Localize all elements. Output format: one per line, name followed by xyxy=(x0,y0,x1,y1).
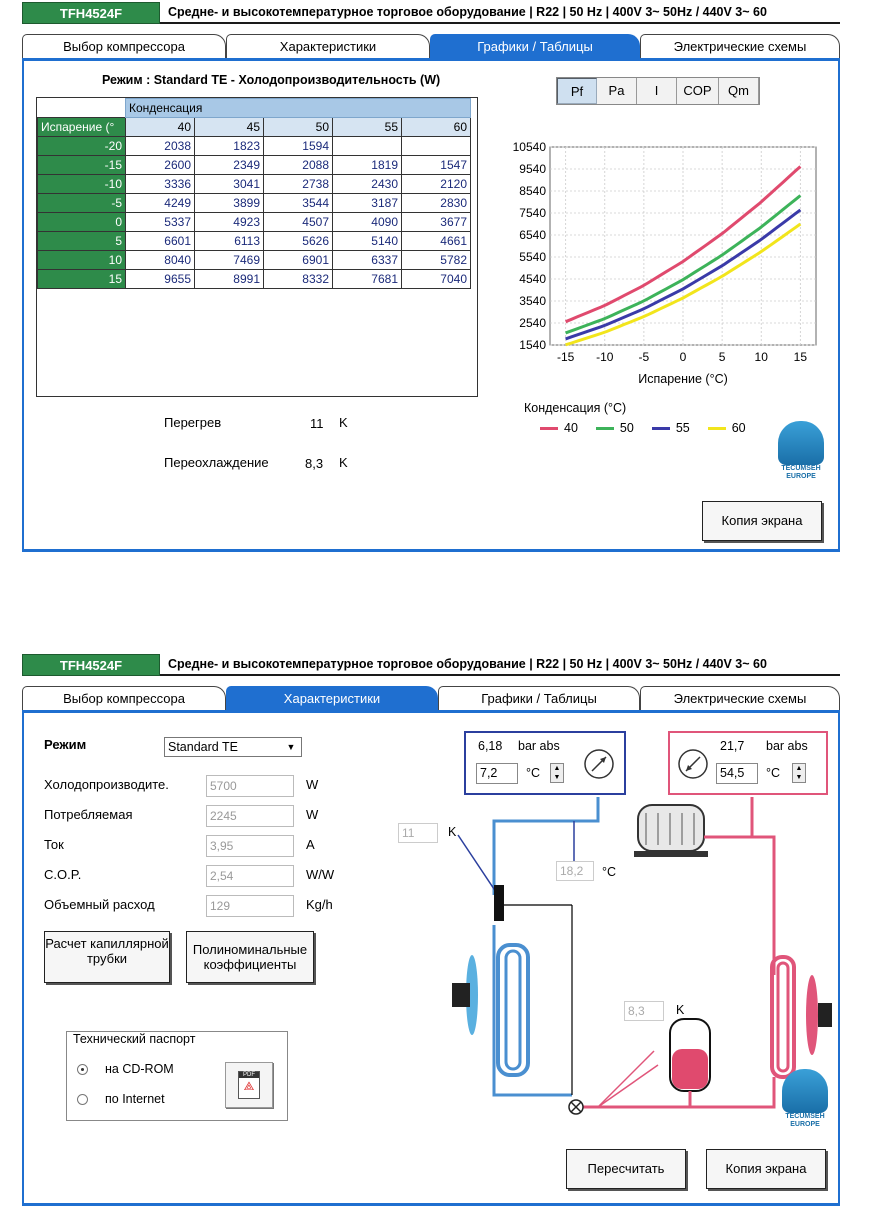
screen-characteristics xyxy=(22,654,840,1208)
tab-characteristics[interactable]: Характеристики xyxy=(226,34,430,58)
capillary-calc-button[interactable]: Расчет капиллярной трубки xyxy=(44,931,170,983)
table-row xyxy=(38,194,471,213)
field-label: Потребляемая xyxy=(44,807,133,822)
evaporation-row-header: -15 xyxy=(38,156,126,175)
table-cell: 7040 xyxy=(402,270,471,289)
legend-item xyxy=(596,421,634,435)
capacity-table xyxy=(36,97,478,397)
table-cell: 2600 xyxy=(126,156,195,175)
mode-select-value: Standard TE xyxy=(168,740,238,754)
table-cell: 8040 xyxy=(126,251,195,270)
evaporation-row-header: -5 xyxy=(38,194,126,213)
evaporation-row-header: 15 xyxy=(38,270,126,289)
characteristics-panel xyxy=(22,710,840,1206)
table-cell: 2830 xyxy=(402,194,471,213)
condenser-inlet-line xyxy=(752,837,774,975)
condensation-column-header: 40 xyxy=(126,118,195,137)
x-tick-label: -10 xyxy=(596,350,614,364)
title-bar xyxy=(22,654,840,676)
pa-button[interactable]: Pa xyxy=(597,78,637,104)
legend-swatch xyxy=(596,427,614,430)
table-cell: 4661 xyxy=(402,232,471,251)
field-unit: W xyxy=(306,777,319,792)
cdrom-label: на CD-ROM xyxy=(105,1062,174,1076)
qm-button[interactable]: Qm xyxy=(719,78,759,104)
table-row xyxy=(38,137,471,156)
table-cell: 3677 xyxy=(402,213,471,232)
field-label: Холодопроизводите. xyxy=(44,777,169,792)
tecumseh-logo xyxy=(778,421,824,481)
table-cell: 5140 xyxy=(333,232,402,251)
table-cell: 1594 xyxy=(264,137,333,156)
subcooling-box: 8,3 xyxy=(624,1001,664,1021)
legend-item xyxy=(540,421,578,435)
polynomial-coeffs-button[interactable]: Полиноминальные коэффициенты xyxy=(186,931,314,983)
y-tick-label: 4540 xyxy=(519,272,546,286)
chart-type-buttons xyxy=(556,77,760,105)
x-tick-label: 15 xyxy=(793,350,808,364)
field-unit: Kg/h xyxy=(306,897,333,912)
table-cell: 3544 xyxy=(264,194,333,213)
tab-characteristics[interactable]: Характеристики xyxy=(226,686,438,710)
y-tick-label: 10540 xyxy=(512,140,546,154)
field-label: Объемный расход xyxy=(44,897,155,912)
copy-screen-button[interactable]: Копия экрана xyxy=(702,501,822,541)
tecumseh-head-icon xyxy=(782,1069,828,1113)
field-value: 3,95 xyxy=(206,835,294,857)
superheat-label: Перегрев xyxy=(164,415,222,430)
suction-line xyxy=(494,797,598,865)
table-row xyxy=(38,251,471,270)
condensing-temp-spinner[interactable]: ▲ ▼ xyxy=(792,763,806,783)
suction-temp-box: 18,2 xyxy=(556,861,594,881)
evaporation-header: Испарение (° xyxy=(38,118,126,137)
logo-text-1: TECUMSEH xyxy=(781,465,821,472)
condenser-fan-icon xyxy=(806,975,818,1055)
app-title: Средне- и высокотемпературное торговое оборудование | R22 | 50 Hz | 400V 3~ 50Hz / 440V 3~ 60 xyxy=(168,657,767,671)
field-label: Ток xyxy=(44,837,64,852)
table-row xyxy=(38,156,471,175)
condensing-temp-unit: °C xyxy=(766,766,781,780)
table-cell: 1823 xyxy=(195,137,264,156)
x-tick-label: -5 xyxy=(638,350,650,364)
subcooling-label: Переохлаждение xyxy=(164,455,269,470)
chart-legend xyxy=(524,401,746,435)
condensing-temp-input[interactable]: 54,5 xyxy=(716,763,758,784)
y-tick-label: 9540 xyxy=(519,162,546,176)
model-badge: TFH4524F xyxy=(22,2,160,24)
internet-label: по Internet xyxy=(105,1092,165,1106)
low-pressure-unit: bar abs xyxy=(518,739,560,753)
table-cell: 5626 xyxy=(264,232,333,251)
table-cell: 6901 xyxy=(264,251,333,270)
y-tick-label: 2540 xyxy=(519,316,546,330)
table-cell: 2349 xyxy=(195,156,264,175)
condensation-header: Конденсация xyxy=(126,99,471,118)
table-cell: 3899 xyxy=(195,194,264,213)
high-pressure-value: 21,7 xyxy=(720,739,745,753)
y-tick-label: 8540 xyxy=(519,184,546,198)
table-cell: 6337 xyxy=(333,251,402,270)
legend-item xyxy=(708,421,746,435)
low-pressure-value: 6,18 xyxy=(478,739,503,753)
tecumseh-head-icon xyxy=(778,421,824,465)
table-cell: 2430 xyxy=(333,175,402,194)
evaporation-row-header: -10 xyxy=(38,175,126,194)
logo-text-2: EUROPE xyxy=(786,473,816,480)
table-row xyxy=(38,232,471,251)
legend-label: 60 xyxy=(731,421,746,435)
internet-radio[interactable] xyxy=(77,1094,88,1105)
logo-text-2: EUROPE xyxy=(790,1121,820,1128)
superheat-box: 11 xyxy=(398,823,438,843)
recalculate-button[interactable]: Пересчитать xyxy=(566,1149,686,1189)
technical-passport-group xyxy=(66,1031,288,1121)
copy-screen-button[interactable]: Копия экрана xyxy=(706,1149,826,1189)
table-cell: 5337 xyxy=(126,213,195,232)
table-cell: 7681 xyxy=(333,270,402,289)
table-cell: 2038 xyxy=(126,137,195,156)
condensation-column-header: 50 xyxy=(264,118,333,137)
high-pressure-gauge-icon xyxy=(676,747,710,781)
field-value: 5700 xyxy=(206,775,294,797)
table-row xyxy=(38,213,471,232)
table-cell: 6601 xyxy=(126,232,195,251)
table-cell: 2088 xyxy=(264,156,333,175)
x-tick-label: 0 xyxy=(679,350,687,364)
discharge-line xyxy=(704,797,752,837)
y-tick-label: 5540 xyxy=(519,250,546,264)
legend-swatch xyxy=(652,427,670,430)
current-button[interactable]: I xyxy=(637,78,677,104)
superheat-value: 11 xyxy=(310,416,324,431)
suction-temp-unit: °C xyxy=(602,865,617,879)
liquid-receiver-icon xyxy=(670,1019,710,1091)
table-row xyxy=(38,175,471,194)
tab-graphs-tables[interactable]: Графики / Таблицы xyxy=(430,34,640,58)
y-tick-label: 6540 xyxy=(519,228,546,242)
cop-button[interactable]: COP xyxy=(677,78,719,104)
compressor-icon xyxy=(634,805,708,857)
model-badge: TFH4524F xyxy=(22,654,160,676)
subcooling-unit: K xyxy=(339,455,348,470)
expansion-bulb-icon xyxy=(494,885,504,921)
superheat-unit: K xyxy=(339,415,348,430)
table-cell xyxy=(402,137,471,156)
low-pressure-panel xyxy=(464,731,626,795)
tab-electrical-diagrams[interactable]: Электрические схемы xyxy=(640,34,840,58)
liquid-line-to-valve xyxy=(582,1091,690,1107)
table-cell: 9655 xyxy=(126,270,195,289)
superheat-leader xyxy=(458,835,498,895)
evaporator-coil-icon xyxy=(452,945,528,1075)
field-value: 2,54 xyxy=(206,865,294,887)
condensation-column-header: 45 xyxy=(195,118,264,137)
legend-label: 40 xyxy=(564,421,578,435)
x-axis-label: Испарение (°C) xyxy=(638,372,728,386)
evaporation-row-header: 0 xyxy=(38,213,126,232)
legend-label: 55 xyxy=(675,421,690,435)
field-unit: W xyxy=(306,807,319,822)
expansion-valve-icon xyxy=(569,1100,583,1114)
table-cell: 3187 xyxy=(333,194,402,213)
mode-select[interactable] xyxy=(164,737,302,757)
tab-electrical-diagrams[interactable]: Электрические схемы xyxy=(640,686,840,710)
table-cell: 4249 xyxy=(126,194,195,213)
pf-button[interactable]: Pf xyxy=(557,78,597,104)
chevron-down-icon[interactable]: ▼ xyxy=(286,742,296,752)
x-tick-label: 10 xyxy=(754,350,768,364)
table-cell: 7469 xyxy=(195,251,264,270)
field-value: 129 xyxy=(206,895,294,917)
evaporation-row-header: 10 xyxy=(38,251,126,270)
tab-bar xyxy=(22,34,840,58)
x-tick-label: 5 xyxy=(718,350,726,364)
condenser-fan-motor-icon xyxy=(818,1003,832,1027)
logo-text-1: TECUMSEH xyxy=(785,1113,825,1120)
table-cell: 1547 xyxy=(402,156,471,175)
app-title: Средне- и высокотемпературное торговое оборудование | R22 | 50 Hz | 400V 3~ 50Hz / 440V 3~ 60 xyxy=(168,5,767,19)
tab-bar xyxy=(22,686,840,710)
table-cell: 3041 xyxy=(195,175,264,194)
tecumseh-logo xyxy=(782,1069,828,1129)
screen-graphs-tables xyxy=(22,2,840,554)
evaporating-temp-spinner[interactable]: ▲ ▼ xyxy=(550,763,564,783)
field-unit: A xyxy=(306,837,315,852)
title-bar xyxy=(22,2,840,24)
low-pressure-gauge-icon xyxy=(582,747,616,781)
cdrom-radio[interactable] xyxy=(77,1064,88,1075)
subcooling-leader-2 xyxy=(598,1051,654,1107)
x-tick-label: -15 xyxy=(556,350,575,364)
legend-swatch xyxy=(540,427,558,430)
legend-label: 50 xyxy=(619,421,634,435)
table-cell: 6113 xyxy=(195,232,264,251)
y-tick-label: 7540 xyxy=(519,206,546,220)
table-cell: 3336 xyxy=(126,175,195,194)
condensation-column-header: 60 xyxy=(402,118,471,137)
table-cell: 5782 xyxy=(402,251,471,270)
subcooling-value: 8,3 xyxy=(305,456,324,471)
evaporation-row-header: 5 xyxy=(38,232,126,251)
legend-title: Конденсация (°C) xyxy=(524,401,627,415)
legend-item xyxy=(652,421,690,435)
evaporating-temp-input[interactable]: 7,2 xyxy=(476,763,518,784)
condenser-coil-icon xyxy=(772,957,832,1077)
pdf-icon xyxy=(238,1071,260,1099)
table-row xyxy=(38,270,471,289)
superheat-box-unit: K xyxy=(448,825,457,839)
evaporation-row-header: -20 xyxy=(38,137,126,156)
y-tick-label: 1540 xyxy=(519,338,546,352)
acrobat-symbol: ⟁ xyxy=(243,1079,255,1093)
table-cell: 4090 xyxy=(333,213,402,232)
pdf-icon-label: PDF xyxy=(239,1072,259,1078)
evaporator-fan-motor-icon xyxy=(452,983,470,1007)
table-cell: 4507 xyxy=(264,213,333,232)
tab-compressor-selection[interactable]: Выбор компрессора xyxy=(22,686,226,710)
y-tick-label: 3540 xyxy=(519,294,546,308)
evaporating-temp-unit: °C xyxy=(526,766,541,780)
field-value: 2245 xyxy=(206,805,294,827)
high-pressure-panel xyxy=(668,731,828,795)
table-cell: 8991 xyxy=(195,270,264,289)
table-cell: 2120 xyxy=(402,175,471,194)
table-cell: 2738 xyxy=(264,175,333,194)
condensation-column-header: 55 xyxy=(333,118,402,137)
table-cell xyxy=(333,137,402,156)
pdf-button[interactable] xyxy=(225,1062,273,1108)
legend-swatch xyxy=(708,427,726,430)
capacity-chart xyxy=(494,131,824,431)
mode-title: Режим : Standard TE - Холодопроизводительность (W) xyxy=(102,73,441,87)
field-label: C.O.P. xyxy=(44,867,82,882)
tab-graphs-tables[interactable]: Графики / Таблицы xyxy=(438,686,640,710)
table-cell: 1819 xyxy=(333,156,402,175)
subcooling-leader-1 xyxy=(598,1065,658,1107)
tab-compressor-selection[interactable]: Выбор компрессора xyxy=(22,34,226,58)
field-unit: W/W xyxy=(306,867,335,882)
graphs-panel xyxy=(22,58,840,552)
mode-label: Режим xyxy=(44,737,87,752)
table-cell: 4923 xyxy=(195,213,264,232)
high-pressure-unit: bar abs xyxy=(766,739,808,753)
subcooling-box-unit: K xyxy=(676,1003,685,1017)
table-cell: 8332 xyxy=(264,270,333,289)
passport-title: Технический паспорт xyxy=(73,1032,196,1046)
